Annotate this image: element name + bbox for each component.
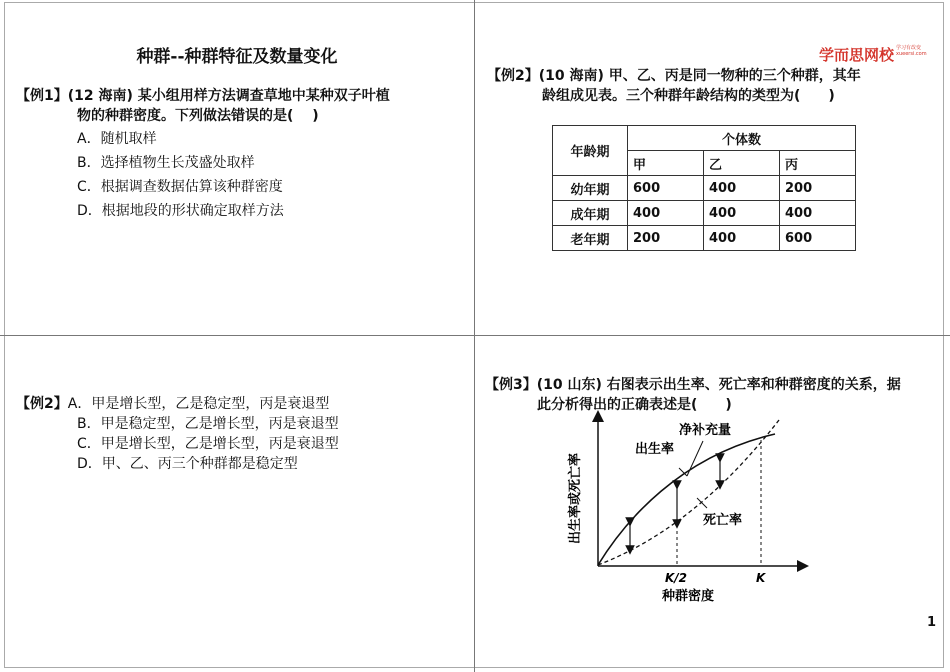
- slide-3: [0, 336, 474, 672]
- column-header-bing: 丙: [780, 151, 856, 176]
- brand-logo-sub: 学习有改变 xueersi.com: [896, 45, 927, 57]
- table-row: [553, 176, 856, 201]
- row-label: 成年期: [553, 201, 628, 226]
- y-axis-label: 出生率或死亡率: [568, 452, 583, 544]
- slide-1: [0, 0, 474, 335]
- table-cell: 400: [704, 176, 780, 201]
- question-text-line1: (12 海南) 某小组用样方法调查草地中某种双子叶植: [67, 88, 390, 104]
- slide-2: [475, 0, 950, 335]
- table-row: [553, 201, 856, 226]
- option-c: C．根据调查数据估算该种群密度: [77, 179, 283, 195]
- question-1: [16, 86, 390, 106]
- table-cell: 200: [780, 176, 856, 201]
- option-d: D．根据地段的形状确定取样方法: [77, 203, 284, 219]
- column-header-yi: 乙: [704, 151, 780, 176]
- group-header-cell: 个体数: [628, 126, 856, 151]
- question-text-line1: (10 海南) 甲、乙、丙是同一物种的三个种群，其年: [538, 68, 861, 84]
- table-cell: 400: [704, 226, 780, 251]
- half-k-tick: K/2: [665, 571, 688, 585]
- net-leader: [687, 441, 703, 476]
- row-label: 幼年期: [553, 176, 628, 201]
- death-rate-curve: [598, 420, 779, 565]
- k-tick: K: [756, 571, 766, 585]
- slide-4: [475, 336, 950, 672]
- row-label: 老年期: [553, 226, 628, 251]
- question-text-line2: 龄组成见表。三个种群年龄结构的类型为( ): [542, 88, 835, 104]
- table-cell: 600: [628, 176, 704, 201]
- table-row: [553, 226, 856, 251]
- column-header-jia: 甲: [628, 151, 704, 176]
- table-cell: 400: [780, 201, 856, 226]
- table-cell: 400: [628, 201, 704, 226]
- age-structure-table: [552, 125, 856, 251]
- option-c: C．甲是增长型，乙是增长型，丙是衰退型: [77, 436, 339, 452]
- table-cell: 200: [628, 226, 704, 251]
- x-axis-label: 种群密度: [662, 589, 715, 604]
- death-rate-label: 死亡率: [703, 513, 743, 528]
- slide-title: 种群--种群特征及数量变化: [136, 47, 338, 67]
- option-b: B．选择植物生长茂盛处取样: [77, 155, 255, 171]
- question-tag: 【例2】: [487, 68, 539, 84]
- question-text-line2: 此分析得出的正确表述是( ): [537, 397, 732, 413]
- table-cell: 600: [780, 226, 856, 251]
- option-a: A．随机取样: [77, 131, 157, 147]
- question-text-line1: (10 山东) 右图表示出生率、死亡率和种群密度的关系，据: [536, 377, 901, 393]
- table-cell: 400: [704, 201, 780, 226]
- option-a: A．甲是增长型，乙是稳定型，丙是衰退型: [67, 396, 330, 412]
- brand-logo: 学而思网校: [819, 46, 895, 64]
- question-tag: 【例2】: [16, 396, 68, 412]
- density-rate-graph: [475, 336, 950, 672]
- option-b: B．甲是稳定型，乙是增长型，丙是衰退型: [77, 416, 339, 432]
- birth-rate-label: 出生率: [635, 442, 675, 457]
- options-block: [16, 394, 329, 414]
- row-header-cell: 年龄期: [553, 126, 628, 176]
- birth-rate-curve: [598, 434, 775, 565]
- page-number: 1: [926, 615, 936, 630]
- question-tag: 【例3】: [485, 377, 537, 393]
- question-2: [487, 66, 861, 86]
- option-d: D．甲、乙、丙三个种群都是稳定型: [77, 456, 298, 472]
- question-text-line2: 物的种群密度。下列做法错误的是( ): [77, 108, 319, 124]
- net-increase-label: 净补充量: [679, 423, 732, 438]
- question-tag: 【例1】: [16, 88, 68, 104]
